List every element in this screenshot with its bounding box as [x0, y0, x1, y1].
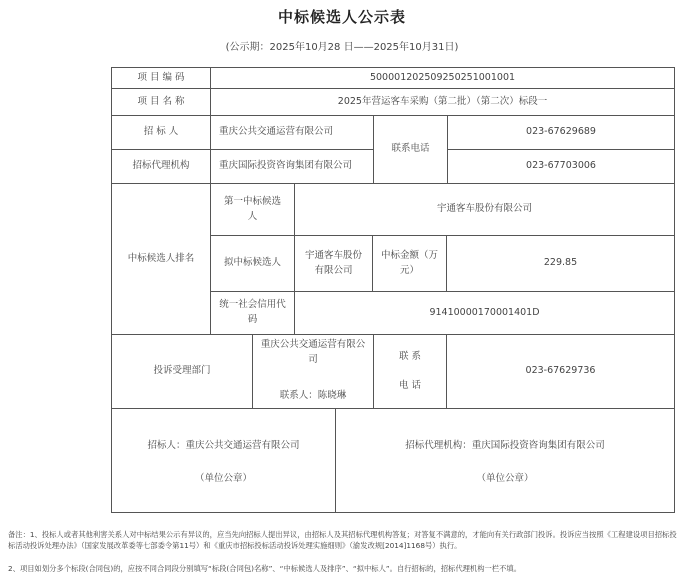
complaint-phone: 023-67629736 — [446, 334, 675, 409]
agency-label: 招标代理机构 — [111, 149, 211, 184]
agency-phone: 023-67703006 — [447, 149, 675, 184]
tenderer-phone: 023-67629689 — [447, 115, 675, 150]
bid-amount-value: 229.85 — [446, 235, 675, 292]
candidate-ranking-label: 中标候选人排名 — [111, 183, 211, 335]
proposed-candidate-value: 宇通客车股份有限公司 — [294, 235, 373, 292]
project-name-value: 2025年营运客车采购（第二批）（第二次）标段一 — [210, 88, 675, 116]
complaint-contact: 联系人：陈晓琳 — [279, 390, 347, 402]
tenderer-seal-text: 招标人：重庆公共交通运营有限公司 — [147, 440, 300, 451]
note-1: 备注：1、投标人或者其他利害关系人对中标结果公示有异议的，应当先向招标人提出异议，由招标人及其招标代理机构答复；对答复不满意的，才能向有关行政部门投诉。投诉应当按照《工程建设项目招标投标活动投诉处理办法》（国家发展改革委等七部委令第11号）和《重庆市招标投标活动投诉处理实施细则》（渝发改规[2014]1168号）执行。 — [8, 530, 677, 550]
complaint-phone-label — [373, 334, 447, 409]
complaint-dept-label: 投诉受理部门 — [111, 334, 253, 409]
page-title: 中标候选人公示表 — [277, 8, 406, 26]
bid-amount-label: 中标金额（万元） — [372, 235, 447, 292]
project-code-value: 500001202509250251001001 — [210, 67, 675, 89]
credit-code-label: 统一社会信用代码 — [210, 291, 295, 335]
complaint-phone-label-1: 联 系 — [398, 350, 422, 362]
tenderer-seal-block — [111, 408, 336, 513]
complaint-phone-label-2: 电 话 — [398, 379, 422, 391]
agency-seal-note: （单位公章） — [476, 472, 534, 484]
complaint-dept-value: 重庆公共交通运营有限公司 — [260, 339, 366, 365]
note-2: 2、项目如划分多个标段(合同包)的，应按不同合同段分别填写“标段(合同包)名称”、“中标候选人及排序”、“拟中标人”。自行招标的，招标代理机构一栏不填。 — [8, 564, 522, 573]
credit-code-value: 91410000170001401D — [294, 291, 675, 335]
proposed-candidate-label: 拟中标候选人 — [210, 235, 295, 292]
agency-value: 重庆国际投资咨询集团有限公司 — [210, 149, 374, 184]
project-name-label: 项 目 名 称 — [111, 88, 211, 116]
tenderer-seal-note: （单位公章） — [194, 472, 252, 484]
first-candidate-value: 宇通客车股份有限公司 — [294, 183, 675, 236]
tenderer-label: 招 标 人 — [111, 115, 211, 150]
first-candidate-label: 第一中标候选人 — [210, 183, 295, 236]
agency-seal-block — [335, 408, 675, 513]
project-code-label: 项 目 编 码 — [111, 67, 211, 89]
agency-seal-text: 招标代理机构：重庆国际投资咨询集团有限公司 — [405, 440, 605, 451]
publicity-period: (公示期：2025年10月28 日——2025年10月31日) — [225, 42, 459, 53]
contact-phone-label: 联系电话 — [373, 115, 448, 184]
complaint-dept-cell — [252, 334, 374, 409]
tenderer-value: 重庆公共交通运营有限公司 — [210, 115, 374, 150]
